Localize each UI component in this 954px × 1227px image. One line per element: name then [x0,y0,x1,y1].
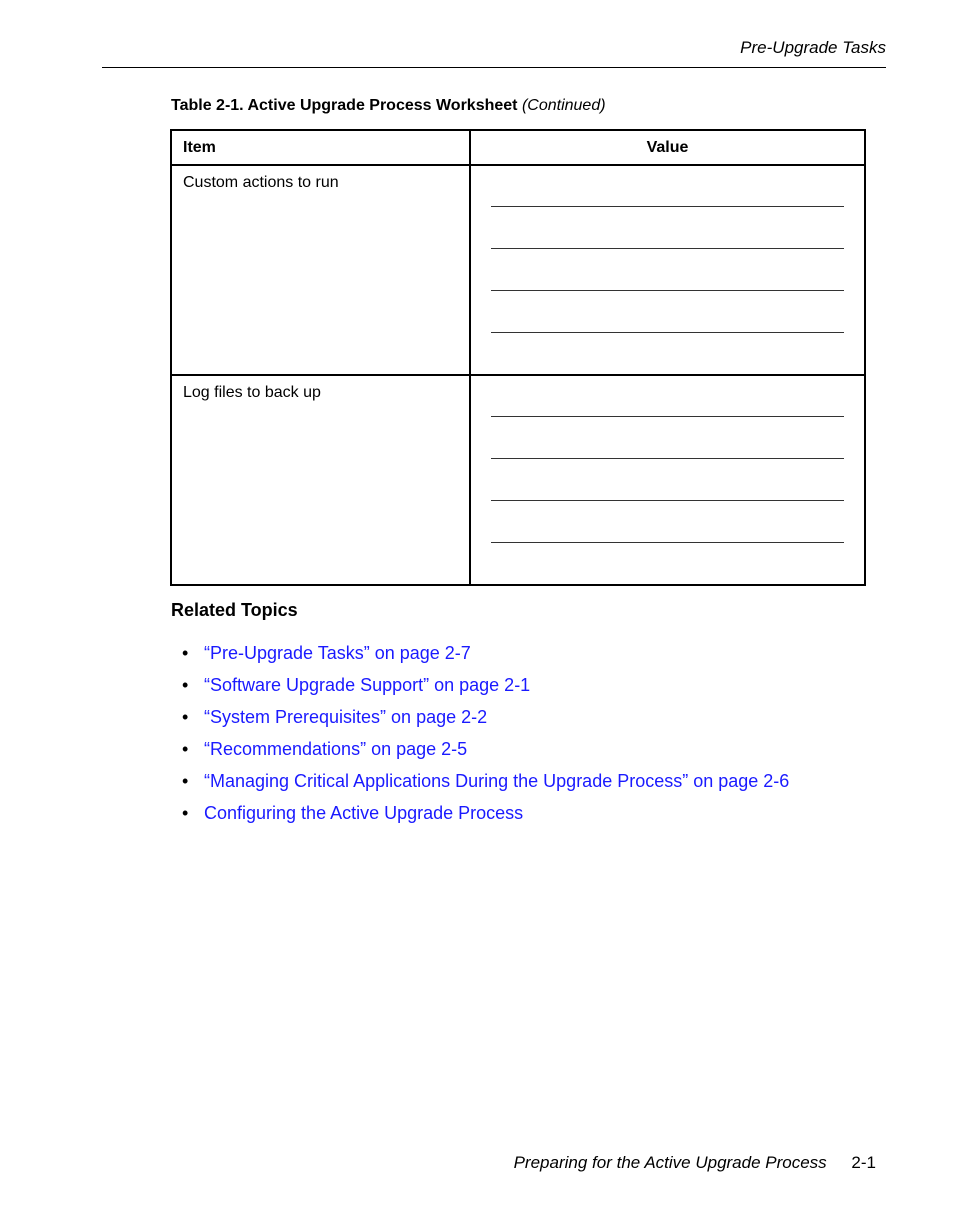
bullet-icon: • [182,675,189,695]
fill-in-line [491,206,844,207]
footer-page-number: 2-1 [851,1153,876,1172]
link-configuring-active-upgrade[interactable]: Configuring the Active Upgrade Process [204,803,524,823]
link-system-prerequisites[interactable]: “System Prerequisites” on page 2-2 [204,707,488,727]
value-cell [470,375,865,585]
value-cell [470,165,865,375]
link-software-upgrade-support[interactable]: “Software Upgrade Support” on page 2-1 [204,675,531,695]
list-item [182,801,789,833]
bullet-icon: • [182,803,189,823]
table-row [171,165,865,375]
fill-in-line [491,416,844,417]
bullet-icon: • [182,739,189,759]
list-item [182,737,789,769]
bullet-icon: • [182,771,189,791]
running-header: Pre-Upgrade Tasks [740,38,886,57]
list-item [182,673,789,705]
fill-in-lines [471,166,864,333]
column-header-value: Value [470,130,865,165]
table-row [171,375,865,585]
table-caption-title: Table 2-1. Active Upgrade Process Worksheet [171,97,518,114]
item-cell: Log files to back up [171,375,470,585]
fill-in-line [491,248,844,249]
item-cell: Custom actions to run [171,165,470,375]
footer-chapter-title: Preparing for the Active Upgrade Process [513,1153,827,1172]
fill-in-lines [471,376,864,543]
table-header-row [171,130,865,165]
fill-in-line [491,500,844,501]
related-topics-heading: Related Topics [171,600,298,620]
link-managing-critical-applications[interactable]: “Managing Critical Applications During the Upgrade Process” on page 2-6 [204,771,790,791]
list-item [182,705,789,737]
header-rule [102,67,886,68]
running-footer [514,1153,876,1173]
link-pre-upgrade-tasks[interactable]: “Pre-Upgrade Tasks” on page 2-7 [204,643,471,663]
fill-in-line [491,542,844,543]
list-item [182,769,789,801]
table-caption [171,96,606,116]
bullet-icon: • [182,707,189,727]
fill-in-line [491,458,844,459]
table-caption-continued: (Continued) [521,97,606,114]
fill-in-line [491,332,844,333]
list-item [182,641,789,673]
bullet-icon: • [182,643,189,663]
worksheet-table [170,129,866,586]
fill-in-line [491,290,844,291]
link-recommendations[interactable]: “Recommendations” on page 2-5 [204,739,468,759]
related-topics-list [182,641,789,833]
column-header-item: Item [171,130,470,165]
